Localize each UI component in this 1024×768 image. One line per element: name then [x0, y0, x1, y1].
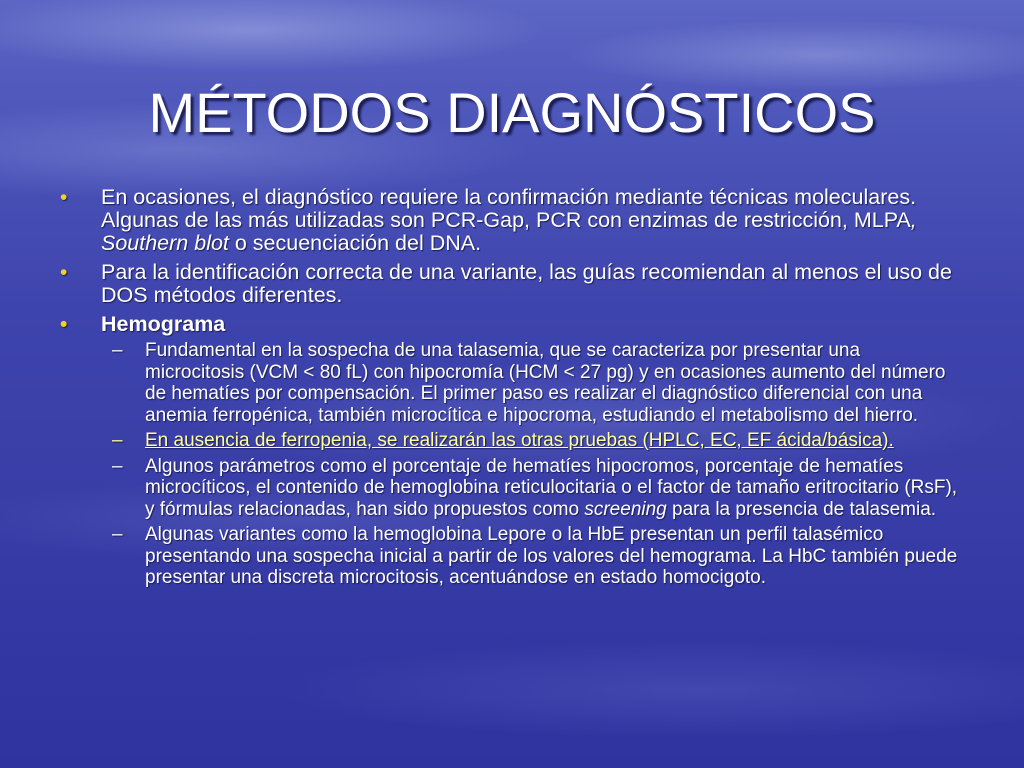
bullet-dot-icon: •: [60, 313, 68, 336]
bullet-item: [60, 186, 960, 255]
bullet-text-italic: , Southern blot: [101, 208, 917, 255]
slide-content: [60, 186, 960, 593]
bullet-text: En ocasiones, el diagnóstico requiere la confirmación mediante técnicas moleculares. Algunas de las más utilizadas son PCR-Gap, PCR con enzimas de restricción, MLPA: [101, 185, 917, 232]
dash-icon: –: [112, 524, 123, 545]
dash-icon: –: [112, 430, 123, 451]
slide-title: MÉTODOS DIAGNÓSTICOS: [148, 81, 876, 144]
sub-item: [60, 340, 960, 426]
sub-item-text: En ausencia de ferropenia, se realizarán las otras pruebas (HPLC, EC, EF ácida/básica).: [145, 430, 894, 451]
sub-item: [60, 456, 960, 521]
dash-icon: –: [112, 455, 123, 477]
sub-item: [60, 524, 960, 589]
sub-item-text: Algunas variantes como la hemoglobina Lepore o la HbE presentan un perfil talasémico presentando una sospecha inicial a partir de los valores del hemograma. La HbC también puede presentar una discreta microcitosis, acentuándose en estado homocigoto.: [145, 524, 958, 588]
dash-icon: –: [112, 340, 123, 361]
bullet-dot-icon: •: [60, 186, 68, 209]
sub-item-text: Fundamental en la sospecha de una talasemia, que se caracteriza por presentar una microcitosis (VCM < 80 fL) con hipocromía (HCM < 27 pg) y en ocasiones aumento del número de hematíes por compensación. El primer paso es realizar el diagnóstico diferencial con una anemia ferropénica, también microcítica e hipocroma, estudiando el metabolismo del hierro.: [145, 340, 946, 426]
sub-item-highlighted: [60, 430, 960, 452]
bullet-text: Para la identificación correcta de una variante, las guías recomiendan al menos el uso de DOS métodos diferentes.: [101, 260, 952, 307]
bullet-dot-icon: •: [60, 261, 68, 284]
bullet-heading: Hemograma: [101, 312, 226, 336]
sub-item-text: para la presencia de talasemia.: [666, 498, 937, 520]
bullet-item-hemograma: [60, 313, 960, 336]
bullet-text: o secuenciación del DNA.: [228, 231, 482, 255]
sub-item-text-italic: screening: [584, 498, 667, 520]
bullet-item: [60, 261, 960, 307]
sub-item-text: Algunos parámetros como el porcentaje de hematíes hipocromos, porcentaje de hematíes microcíticos, el contenido de hemoglobina reticulocitaria o el factor de tamaño eritrocitario (RsF), y fórmulas relacionadas, han sido propuestos como: [145, 455, 958, 520]
